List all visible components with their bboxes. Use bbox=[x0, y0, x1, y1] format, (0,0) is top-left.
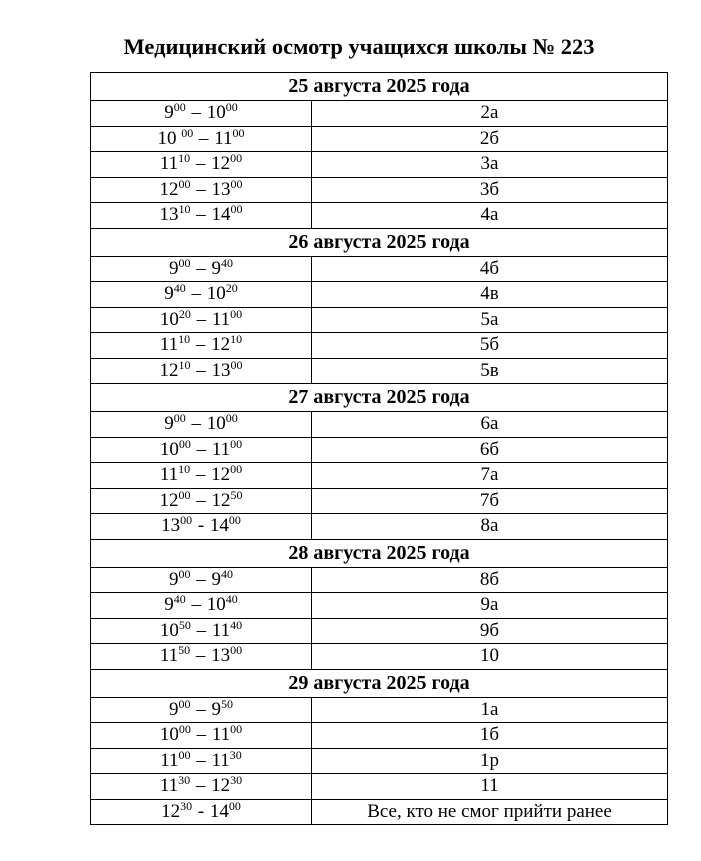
start-hour: 10 bbox=[159, 724, 179, 746]
start-minutes: 30 bbox=[180, 799, 193, 813]
start-minutes: 00 bbox=[173, 100, 186, 115]
page-title: Медицинский осмотр учащихся школы № 223 bbox=[123, 34, 595, 59]
start-minutes: 10 bbox=[178, 151, 191, 166]
schedule-row bbox=[91, 723, 668, 749]
time-cell bbox=[91, 282, 312, 308]
start-hour: 12 bbox=[161, 800, 181, 822]
schedule-row bbox=[91, 799, 668, 825]
end-hour: 11 bbox=[211, 619, 231, 641]
start-minutes: 00 bbox=[181, 126, 194, 140]
start-minutes: 40 bbox=[173, 592, 186, 607]
time-cell bbox=[91, 177, 312, 203]
time-separator: – bbox=[191, 178, 211, 200]
end-minutes: 00 bbox=[230, 151, 243, 166]
end-minutes: 00 bbox=[225, 411, 238, 426]
schedule-row bbox=[91, 593, 668, 619]
end-minutes: 30 bbox=[230, 773, 243, 788]
start-hour: 9 bbox=[164, 102, 174, 124]
time-separator: – bbox=[191, 334, 211, 356]
class-cell: 6а bbox=[312, 412, 668, 438]
end-minutes: 00 bbox=[228, 799, 241, 813]
day-header-row bbox=[91, 384, 668, 412]
start-minutes: 00 bbox=[178, 748, 191, 762]
day-header-row bbox=[91, 669, 668, 697]
end-hour: 11 bbox=[211, 438, 231, 460]
end-hour: 10 bbox=[206, 283, 226, 305]
schedule-row bbox=[91, 514, 668, 540]
time-separator: – bbox=[191, 153, 211, 175]
schedule-row bbox=[91, 463, 668, 489]
time-cell bbox=[91, 644, 312, 670]
time-cell bbox=[91, 307, 312, 333]
schedule-row bbox=[91, 282, 668, 308]
class-cell: 1а bbox=[312, 697, 668, 723]
start-hour: 9 bbox=[169, 257, 179, 279]
end-hour: 11 bbox=[211, 724, 231, 746]
time-separator: – bbox=[191, 645, 211, 667]
end-hour: 9 bbox=[211, 257, 221, 279]
end-minutes: 00 bbox=[230, 462, 243, 477]
start-hour: 10 bbox=[159, 438, 179, 460]
class-cell: 5а bbox=[312, 307, 668, 333]
start-minutes: 10 bbox=[178, 358, 191, 372]
time-separator: – bbox=[191, 775, 211, 797]
end-minutes: 50 bbox=[221, 697, 233, 711]
start-hour: 13 bbox=[159, 204, 179, 226]
time-cell bbox=[91, 593, 312, 619]
end-hour: 14 bbox=[211, 204, 231, 226]
time-cell bbox=[91, 567, 312, 593]
schedule-table bbox=[90, 72, 668, 825]
time-separator: – bbox=[191, 257, 211, 279]
end-minutes: 40 bbox=[221, 567, 233, 581]
schedule-row bbox=[91, 774, 668, 800]
start-hour: 11 bbox=[159, 153, 179, 175]
schedule-row bbox=[91, 697, 668, 723]
start-hour: 11 bbox=[160, 749, 179, 771]
end-hour: 13 bbox=[211, 359, 231, 381]
start-hour: 13 bbox=[161, 515, 181, 537]
start-minutes: 00 bbox=[178, 177, 191, 191]
schedule-row bbox=[91, 412, 668, 438]
time-separator: – bbox=[194, 127, 214, 149]
time-separator: – bbox=[191, 749, 211, 771]
start-hour: 11 bbox=[159, 334, 179, 356]
time-separator: – bbox=[191, 438, 211, 460]
start-minutes: 10 bbox=[178, 202, 191, 217]
class-cell: 4а bbox=[312, 203, 668, 229]
end-hour: 14 bbox=[209, 800, 229, 822]
end-minutes: 50 bbox=[230, 488, 243, 502]
time-cell bbox=[91, 256, 312, 282]
start-hour: 11 bbox=[159, 464, 179, 486]
schedule-row bbox=[91, 256, 668, 282]
start-hour: 10 bbox=[159, 619, 179, 641]
end-hour: 11 bbox=[214, 127, 233, 149]
start-hour: 11 bbox=[159, 645, 179, 667]
end-hour: 11 bbox=[211, 308, 231, 330]
time-separator: – bbox=[186, 102, 206, 124]
class-cell: 3а bbox=[312, 152, 668, 178]
end-hour: 9 bbox=[211, 568, 221, 590]
start-minutes: 50 bbox=[178, 643, 191, 658]
class-cell: 1б bbox=[312, 723, 668, 749]
time-cell bbox=[91, 358, 312, 384]
time-cell bbox=[91, 333, 312, 359]
class-cell: 9б bbox=[312, 618, 668, 644]
schedule-row bbox=[91, 358, 668, 384]
end-hour: 12 bbox=[211, 334, 231, 356]
time-separator: – bbox=[191, 619, 211, 641]
end-minutes: 00 bbox=[230, 307, 243, 321]
end-minutes: 10 bbox=[230, 332, 243, 347]
end-hour: 12 bbox=[211, 464, 231, 486]
end-minutes: 00 bbox=[230, 358, 243, 372]
time-separator: – bbox=[191, 724, 211, 746]
start-minutes: 00 bbox=[178, 697, 191, 711]
end-minutes: 20 bbox=[225, 281, 238, 296]
class-cell: 5б bbox=[312, 333, 668, 359]
time-separator: – bbox=[186, 413, 206, 435]
start-minutes: 20 bbox=[178, 307, 191, 321]
end-minutes: 40 bbox=[225, 592, 238, 607]
end-hour: 13 bbox=[211, 645, 231, 667]
class-cell: 2а bbox=[312, 101, 668, 127]
class-cell: 1р bbox=[312, 748, 668, 774]
time-cell bbox=[91, 514, 312, 540]
end-hour: 10 bbox=[206, 413, 226, 435]
schedule-row bbox=[91, 437, 668, 463]
end-hour: 10 bbox=[206, 594, 226, 616]
start-minutes: 00 bbox=[173, 411, 186, 426]
time-separator: – bbox=[191, 308, 211, 330]
day-header-row bbox=[91, 228, 668, 256]
schedule-row bbox=[91, 333, 668, 359]
time-cell bbox=[91, 748, 312, 774]
time-cell bbox=[91, 412, 312, 438]
class-cell: 10 bbox=[312, 644, 668, 670]
class-cell: 8а bbox=[312, 514, 668, 540]
end-hour: 10 bbox=[206, 102, 226, 124]
end-minutes: 00 bbox=[230, 437, 243, 451]
time-separator: – bbox=[191, 489, 211, 511]
end-minutes: 00 bbox=[230, 177, 243, 191]
end-hour: 11 bbox=[211, 749, 230, 771]
start-hour: 9 bbox=[164, 594, 174, 616]
schedule-body bbox=[91, 73, 668, 825]
end-hour: 13 bbox=[211, 178, 231, 200]
start-minutes: 30 bbox=[178, 773, 191, 788]
schedule-row bbox=[91, 748, 668, 774]
time-cell bbox=[91, 437, 312, 463]
schedule-row bbox=[91, 177, 668, 203]
end-minutes: 30 bbox=[229, 748, 242, 762]
start-minutes: 00 bbox=[178, 437, 191, 451]
schedule-row bbox=[91, 203, 668, 229]
start-minutes: 10 bbox=[178, 332, 191, 347]
time-separator: – bbox=[191, 568, 211, 590]
end-minutes: 00 bbox=[230, 643, 243, 658]
schedule-row bbox=[91, 644, 668, 670]
day-header-row bbox=[91, 539, 668, 567]
day-date: 29 августа 2025 года bbox=[91, 669, 668, 697]
time-cell bbox=[91, 488, 312, 514]
time-separator: – bbox=[191, 698, 211, 720]
end-hour: 14 bbox=[209, 515, 229, 537]
time-separator: – bbox=[191, 464, 211, 486]
time-cell bbox=[91, 152, 312, 178]
schedule-row bbox=[91, 101, 668, 127]
time-cell bbox=[91, 126, 312, 152]
start-minutes: 00 bbox=[178, 488, 191, 502]
schedule-row bbox=[91, 488, 668, 514]
time-separator: – bbox=[191, 359, 211, 381]
time-cell bbox=[91, 799, 312, 825]
start-hour: 9 bbox=[169, 698, 179, 720]
start-minutes: 00 bbox=[178, 256, 191, 270]
time-cell bbox=[91, 618, 312, 644]
end-minutes: 00 bbox=[228, 513, 241, 528]
start-hour: 9 bbox=[164, 413, 174, 435]
day-date: 25 августа 2025 года bbox=[91, 73, 668, 101]
schedule-row bbox=[91, 126, 668, 152]
time-cell bbox=[91, 723, 312, 749]
start-hour: 10 bbox=[157, 127, 182, 149]
schedule-row bbox=[91, 307, 668, 333]
start-minutes: 00 bbox=[178, 567, 191, 581]
time-cell bbox=[91, 697, 312, 723]
class-cell: 4б bbox=[312, 256, 668, 282]
schedule-row bbox=[91, 618, 668, 644]
end-hour: 9 bbox=[211, 698, 221, 720]
time-cell bbox=[91, 203, 312, 229]
end-hour: 12 bbox=[211, 489, 231, 511]
end-minutes: 40 bbox=[221, 256, 233, 270]
end-minutes: 00 bbox=[232, 126, 245, 140]
class-cell: 3б bbox=[312, 177, 668, 203]
time-cell bbox=[91, 774, 312, 800]
schedule-row bbox=[91, 152, 668, 178]
start-hour: 12 bbox=[159, 178, 179, 200]
schedule-row bbox=[91, 567, 668, 593]
end-minutes: 40 bbox=[230, 618, 243, 632]
start-hour: 11 bbox=[159, 775, 179, 797]
class-cell: 6б bbox=[312, 437, 668, 463]
end-hour: 12 bbox=[211, 153, 231, 175]
time-separator: – bbox=[186, 283, 206, 305]
class-cell: 8б bbox=[312, 567, 668, 593]
class-cell: 9а bbox=[312, 593, 668, 619]
end-hour: 12 bbox=[211, 775, 231, 797]
class-cell: 11 bbox=[312, 774, 668, 800]
class-cell: 7б bbox=[312, 488, 668, 514]
end-minutes: 00 bbox=[230, 202, 243, 217]
class-cell: 2б bbox=[312, 126, 668, 152]
start-hour: 9 bbox=[169, 568, 179, 590]
time-separator: - bbox=[193, 800, 209, 822]
start-minutes: 00 bbox=[178, 722, 191, 737]
time-separator: – bbox=[186, 594, 206, 616]
start-hour: 12 bbox=[159, 359, 179, 381]
end-minutes: 00 bbox=[230, 722, 243, 737]
time-separator: – bbox=[191, 204, 211, 226]
class-cell: 5в bbox=[312, 358, 668, 384]
class-cell: Все, кто не смог прийти ранее bbox=[312, 799, 668, 825]
class-cell: 4в bbox=[312, 282, 668, 308]
time-cell bbox=[91, 101, 312, 127]
start-minutes: 50 bbox=[178, 618, 191, 632]
time-cell bbox=[91, 463, 312, 489]
start-hour: 9 bbox=[164, 283, 174, 305]
day-date: 27 августа 2025 года bbox=[91, 384, 668, 412]
start-hour: 10 bbox=[159, 308, 179, 330]
start-minutes: 00 bbox=[180, 513, 193, 528]
class-cell: 7а bbox=[312, 463, 668, 489]
end-minutes: 00 bbox=[225, 100, 238, 115]
day-date: 28 августа 2025 года bbox=[91, 539, 668, 567]
day-date: 26 августа 2025 года bbox=[91, 228, 668, 256]
start-hour: 12 bbox=[159, 489, 179, 511]
start-minutes: 40 bbox=[173, 281, 186, 296]
start-minutes: 10 bbox=[178, 462, 191, 477]
day-header-row bbox=[91, 73, 668, 101]
time-separator: - bbox=[193, 515, 209, 537]
